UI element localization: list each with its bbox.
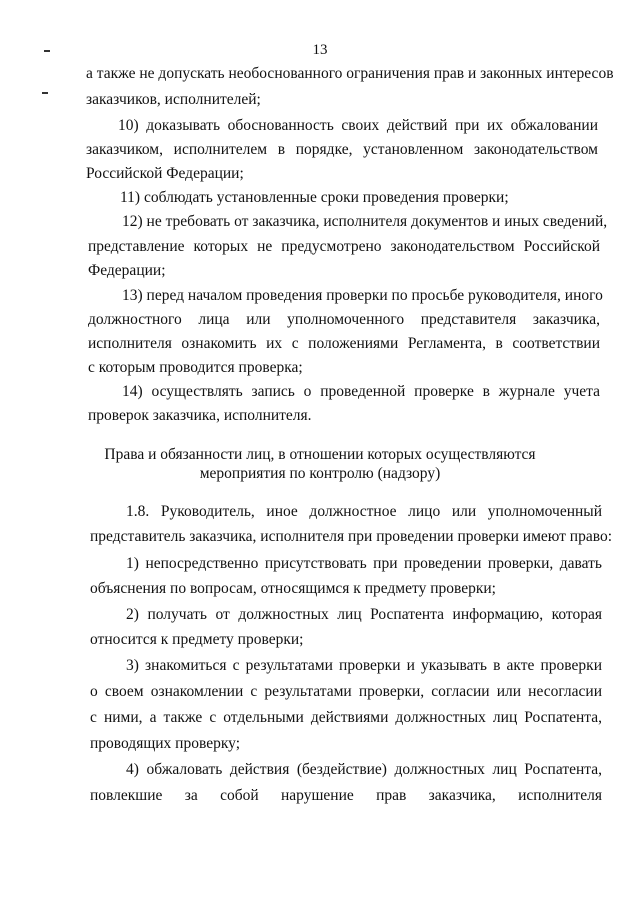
text-line: 11) соблюдать установленные сроки проведения проверки; xyxy=(120,189,509,206)
text-line: Федерации; xyxy=(88,262,166,279)
section-heading-line-2: мероприятия по контролю (надзору) xyxy=(199,465,441,482)
text-line: а также не допускать необоснованного ограничения прав и законных интересов xyxy=(86,65,614,82)
page-number: 13 xyxy=(312,42,328,58)
section-heading-line-1: Права и обязанности лиц, в отношении которых осуществляются xyxy=(104,446,536,463)
text-line: 1.8. Руководитель, иное должностное лицо или уполномоченный xyxy=(126,503,602,520)
text-line: исполнителя ознакомить их с положениями Регламента, в соответствии xyxy=(88,335,600,352)
scan-mark xyxy=(42,92,48,94)
text-line: с ними, а также с отдельными действиями должностных лиц Роспатента, xyxy=(90,709,602,726)
text-line: с которым проводится проверка; xyxy=(88,359,303,376)
text-line: 4) обжаловать действия (бездействие) должностных лиц Роспатента, xyxy=(126,761,602,778)
text-line: заказчиков, исполнителей; xyxy=(86,91,261,108)
text-line: 2) получать от должностных лиц Роспатента информацию, которая xyxy=(126,606,602,623)
text-line: 13) перед началом проведения проверки по просьбе руководителя, иного xyxy=(122,287,603,304)
text-line: 10) доказывать обоснованность своих действий при их обжаловании xyxy=(118,117,598,134)
text-line: повлекшие за собой нарушение прав заказчика, исполнителя xyxy=(90,787,602,804)
text-line: Российской Федерации; xyxy=(86,165,244,182)
text-line: объяснения по вопросам, относящимся к предмету проверки; xyxy=(90,580,496,597)
text-line: 14) осуществлять запись о проведенной проверке в журнале учета xyxy=(122,383,600,400)
text-line: заказчиком, исполнителем в порядке, установленном законодательством xyxy=(86,141,598,158)
text-line: 1) непосредственно присутствовать при проведении проверки, давать xyxy=(126,555,602,572)
text-line: относится к предмету проверки; xyxy=(90,631,304,648)
text-line: 12) не требовать от заказчика, исполнителя документов и иных сведений, xyxy=(122,213,608,230)
text-line: представление которых не предусмотрено законодательством Российской xyxy=(88,238,600,255)
text-line: представитель заказчика, исполнителя при проведении проверки имеют право: xyxy=(90,528,613,545)
text-line: проверок заказчика, исполнителя. xyxy=(88,407,312,424)
text-line: о своем ознакомлении с результатами проверки, согласии или несогласии xyxy=(90,683,602,700)
text-line: 3) знакомиться с результатами проверки и указывать в акте проверки xyxy=(126,657,602,674)
text-line: должностного лица или уполномоченного представителя заказчика, xyxy=(88,311,600,328)
text-line: проводящих проверку; xyxy=(90,735,240,752)
